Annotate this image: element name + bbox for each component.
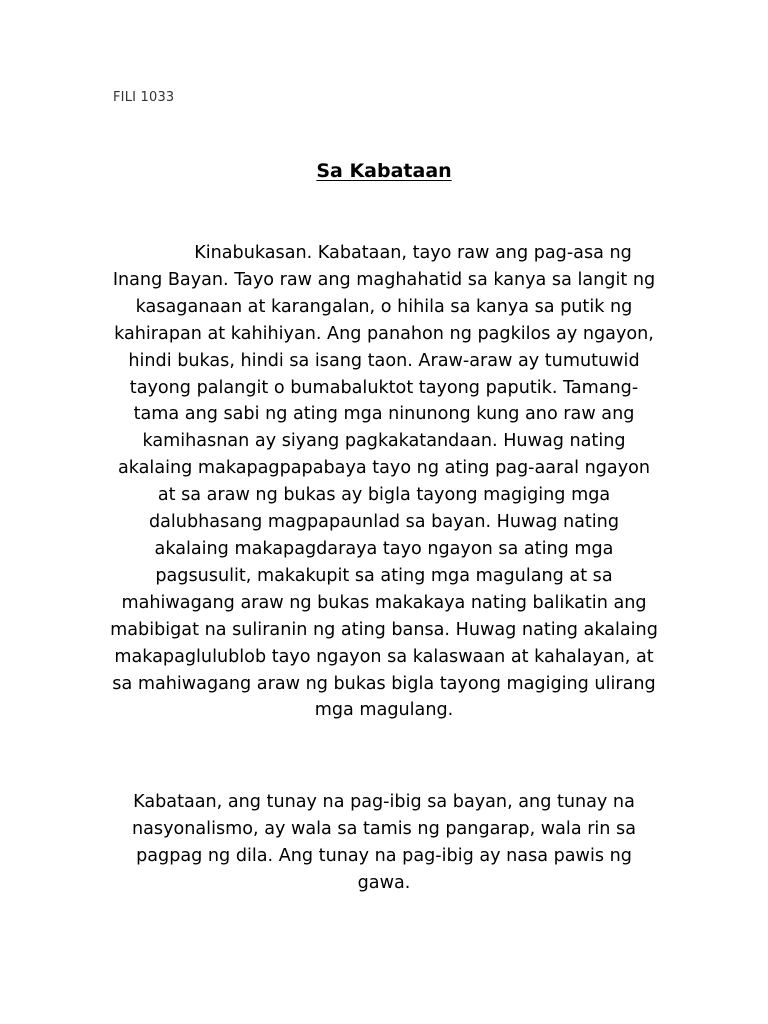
- paragraph-1: [110, 240, 658, 724]
- paragraph-2: Kabataan, ang tunay na pag-ibig sa bayan, ang tunay na nasyonalismo, ay wala sa tamis ng pangarap, wala rin sa pagpag ng dila. Ang tunay na pag-ibig ay nasa pawis ng gawa.: [131, 792, 637, 893]
- paragraph-1-text: Kinabukasan. Kabataan, tayo raw ang pag-asa ng Inang Bayan. Tayo raw ang maghahatid sa kanya sa langit ng kasaganaan at karangalan, o hihila sa kanya sa putik ng kahirapan at kahihiyan. Ang panahon ng pagkilos ay ngayon, hindi bukas, hindi sa isang taon. Araw-araw ay tumutuwid tayong palangit o bumabaluktot tayong paputik. Tamang-tama ang sabi ng ating mga ninunong kung ano raw ang kamihasnan ay siyang pagkakatandaan. Huwag nating akalaing makapagpapabaya tayo ng ating pag-aaral ngayon at sa araw ng bukas ay bigla tayong magiging mga dalubhasang magpapaunlad sa bayan. Huwag nating akalaing makapagdaraya tayo ngayon sa ating mga pagsusulit, makakupit sa ating mga magulang at sa mahiwagang araw ng bukas makakaya nating balikatin ang mabibigat na suliranin ng ating bansa. Huwag nating akalaing makapaglulublob tayo ngayon sa kalaswaan at kahalayan, at sa mahiwagang araw ng bukas bigla tayong magiging ulirang mga magulang.: [110, 243, 658, 721]
- course-code: FILI 1033: [113, 90, 175, 105]
- document-title: Sa Kabataan: [316, 160, 452, 182]
